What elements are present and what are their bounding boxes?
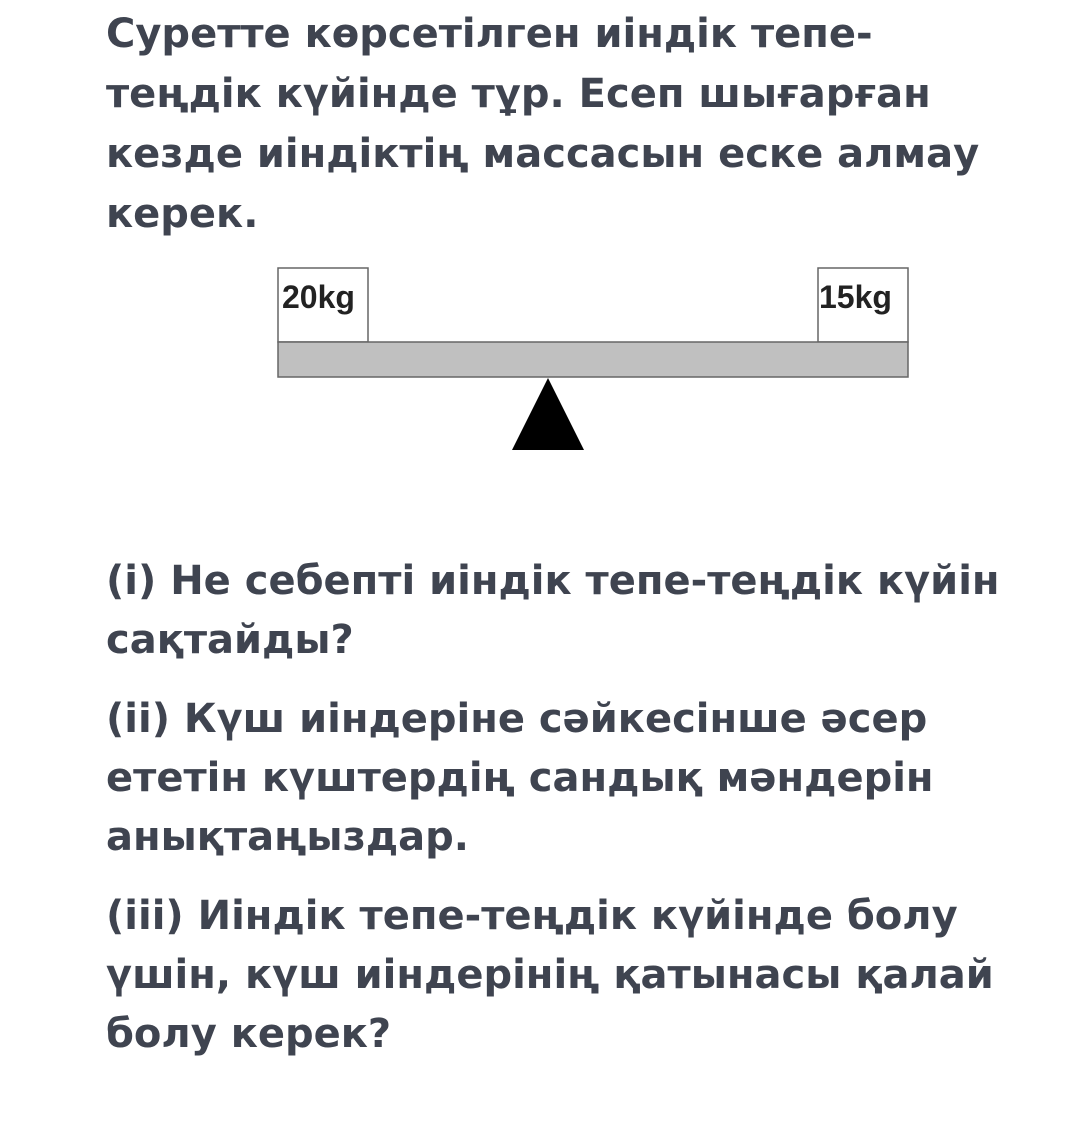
question-2: (ii) Күш иіндеріне сәйкесінше әсер ететін күштердің сандық мәндерін анықтаңыздар. [106, 696, 934, 860]
lever-beam [278, 342, 908, 377]
right-mass-label: 15kg [819, 279, 892, 315]
left-mass-label: 20kg [282, 279, 355, 315]
problem-statement: Суретте көрсетілген иіндік тепе-теңдік күйінде тұр. Есеп шығарған кезде иіндіктің массасын еске алмау керек. [106, 11, 980, 237]
fulcrum-triangle [512, 378, 584, 450]
lever-diagram-svg [270, 262, 920, 462]
question-list [106, 552, 1026, 1084]
question-3: (iii) Иіндік тепе-теңдік күйінде болу үшін, күш иіндерінің қатынасы қалай болу керек? [106, 893, 994, 1057]
lever-diagram [270, 262, 920, 462]
question-1: (i) Не себепті иіндік тепе-теңдік күйін сақтайды? [106, 558, 1000, 663]
